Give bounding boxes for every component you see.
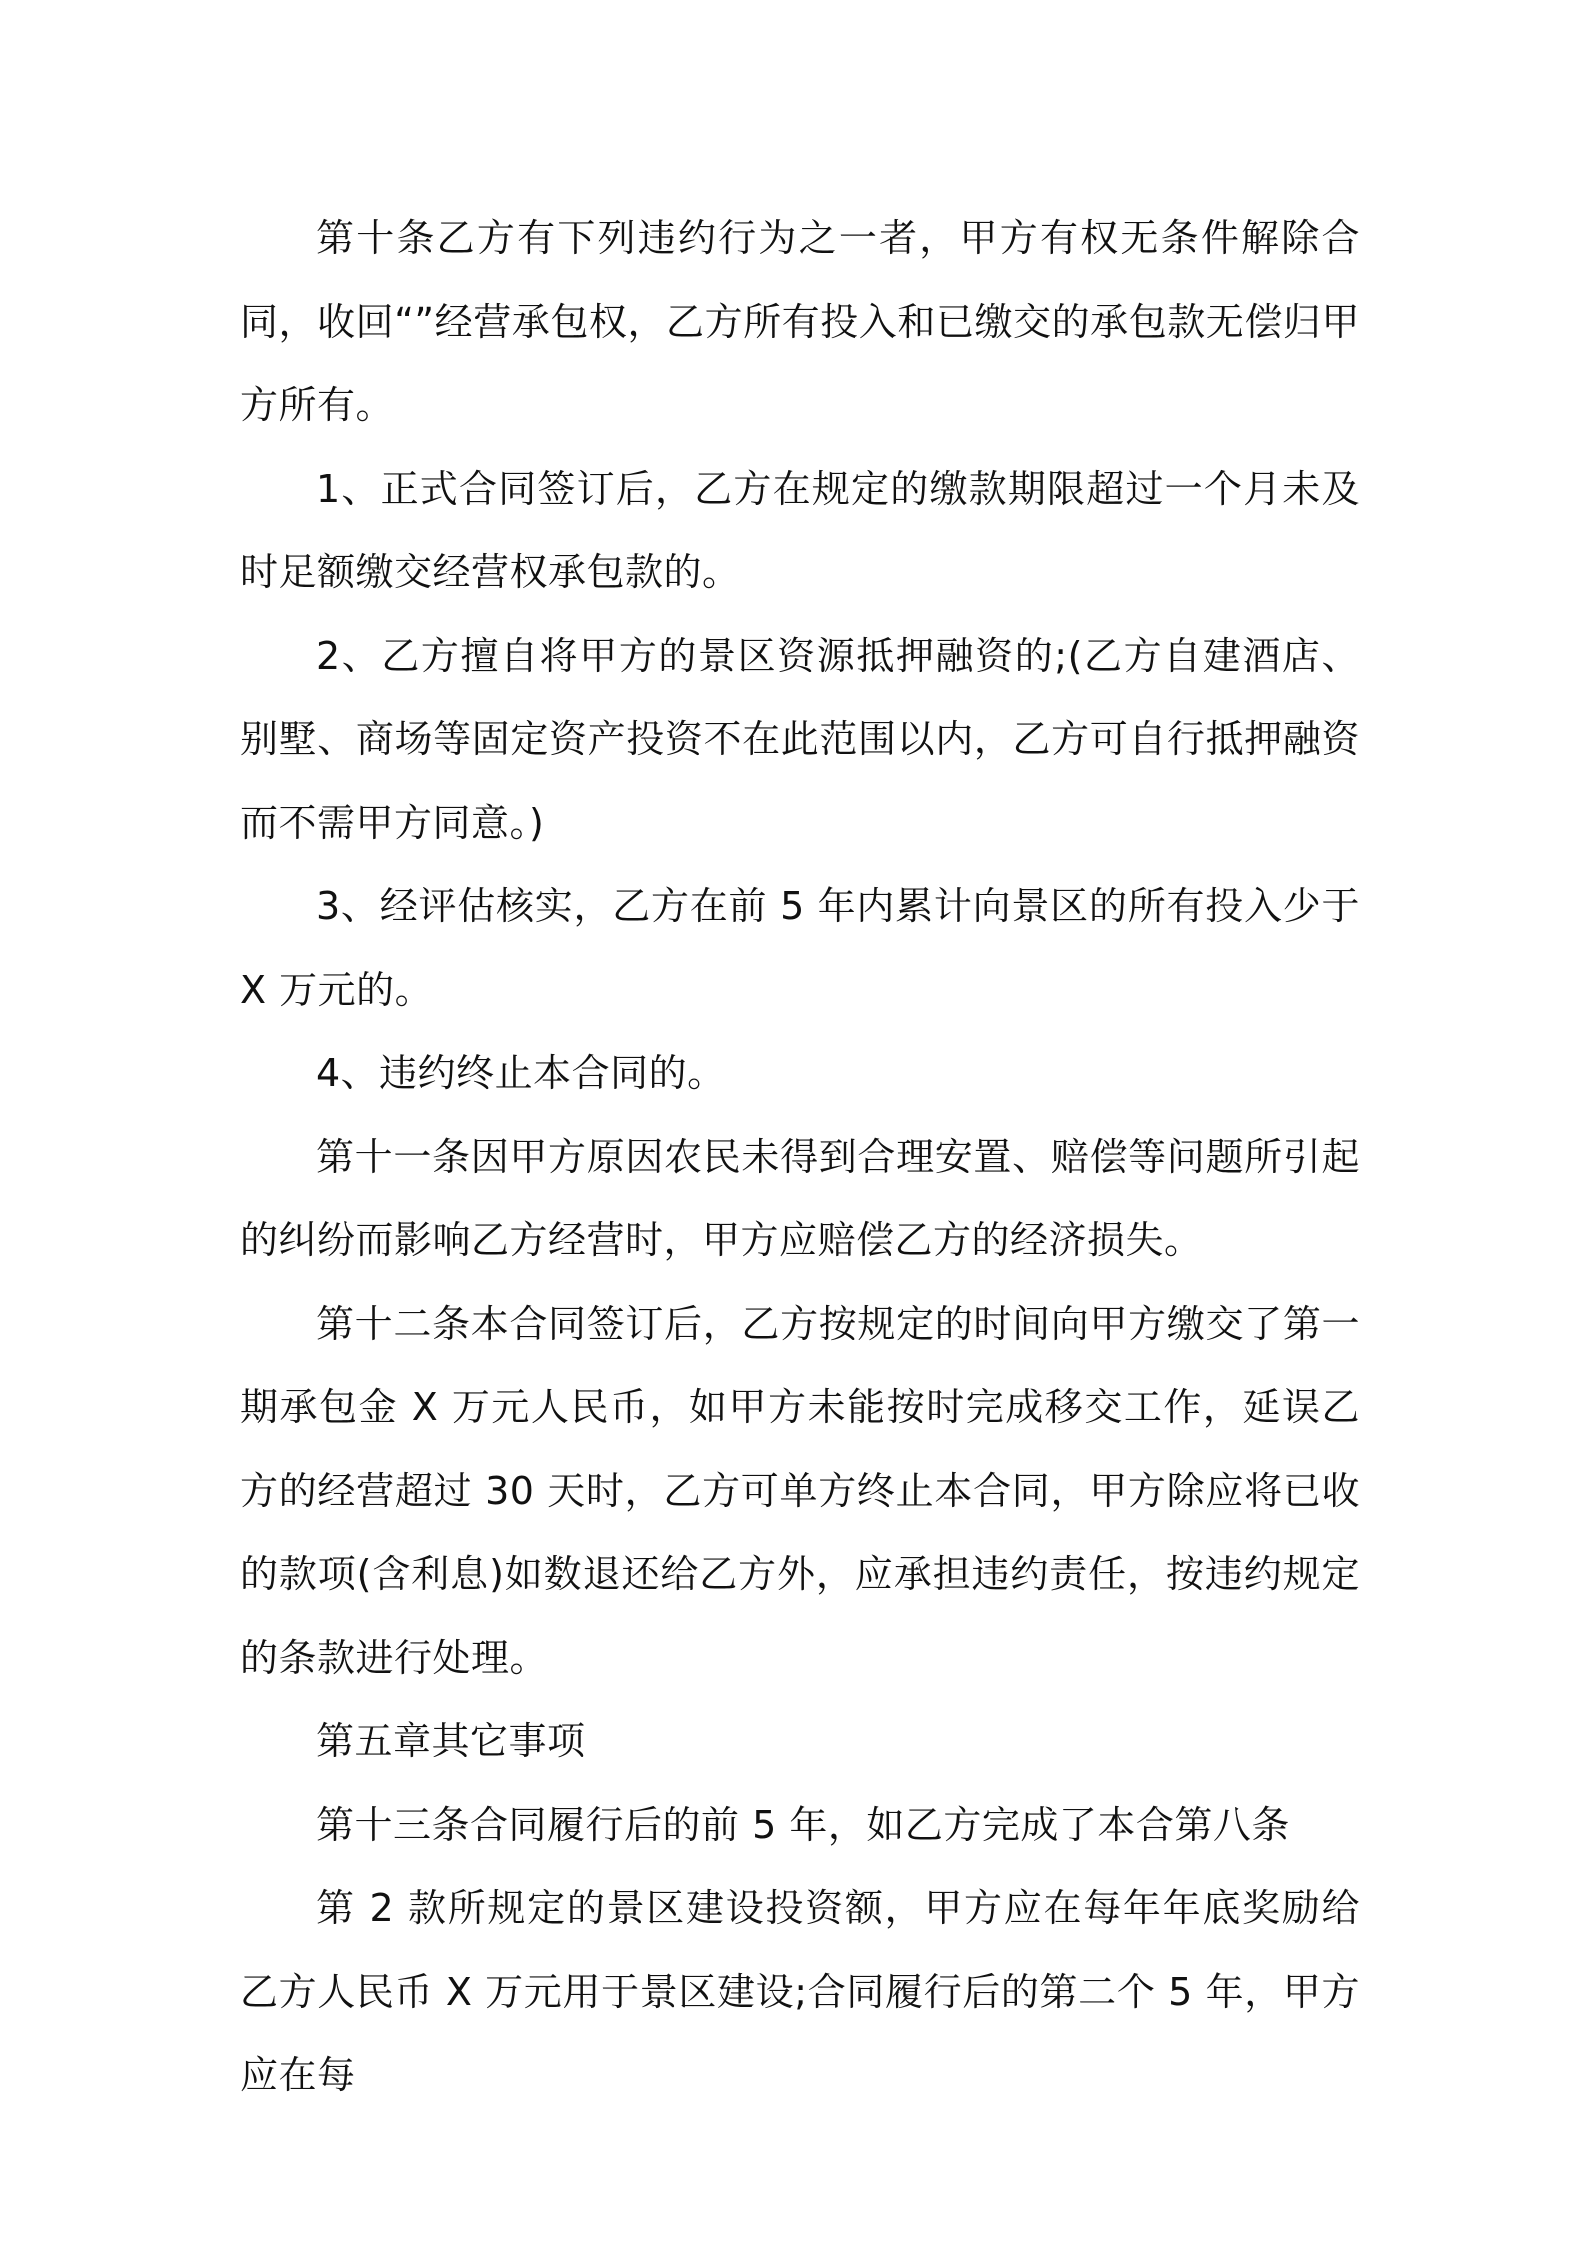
paragraph-article-13: 第十三条合同履行后的前 5 年，如乙方完成了本合第八条 (316, 1802, 1290, 1847)
paragraph-article-13-continued: 第 2 款所规定的景区建设投资额，甲方应在每年年底奖励给乙方人民币 X 万元用于景区建设;合同履行后的第二个 5 年，甲方应在每 (240, 1886, 1360, 2097)
paragraph-article-10: 第十条乙方有下列违约行为之一者，甲方有权无条件解除合同，收回“”经营承包权，乙方所有投入和已缴交的承包款无偿归甲方所有。 (240, 216, 1360, 427)
paragraph-article-12: 第十二条本合同签订后，乙方按规定的时间向甲方缴交了第一期承包金 X 万元人民币，如甲方未能按时完成移交工作，延误乙方的经营超过 30 天时，乙方可单方终止本合同，甲方除应将已收的款项(含利息)如数退还给乙方外，应承担违约责任，按违约规定的条款进行处理。 (240, 1301, 1360, 1680)
paragraph-item-1: 1、正式合同签订后，乙方在规定的缴款期限超过一个月未及时足额缴交经营权承包款的。 (240, 466, 1360, 594)
paragraph-article-11: 第十一条因甲方原因农民未得到合理安置、赔偿等问题所引起的纠纷而影响乙方经营时，甲方应赔偿乙方的经济损失。 (240, 1134, 1360, 1262)
paragraph-item-3: 3、经评估核实，乙方在前 5 年内累计向景区的所有投入少于 X 万元的。 (240, 884, 1360, 1012)
chapter-heading: 第五章其它事项 (316, 1719, 586, 1763)
paragraph-item-2: 2、乙方擅自将甲方的景区资源抵押融资的;(乙方自建酒店、别墅、商场等固定资产投资不在此范围以内，乙方可自行抵押融资而不需甲方同意。) (240, 633, 1360, 845)
document-body (240, 197, 1360, 2118)
paragraph-item-4: 4、违约终止本合同的。 (316, 1051, 726, 1095)
